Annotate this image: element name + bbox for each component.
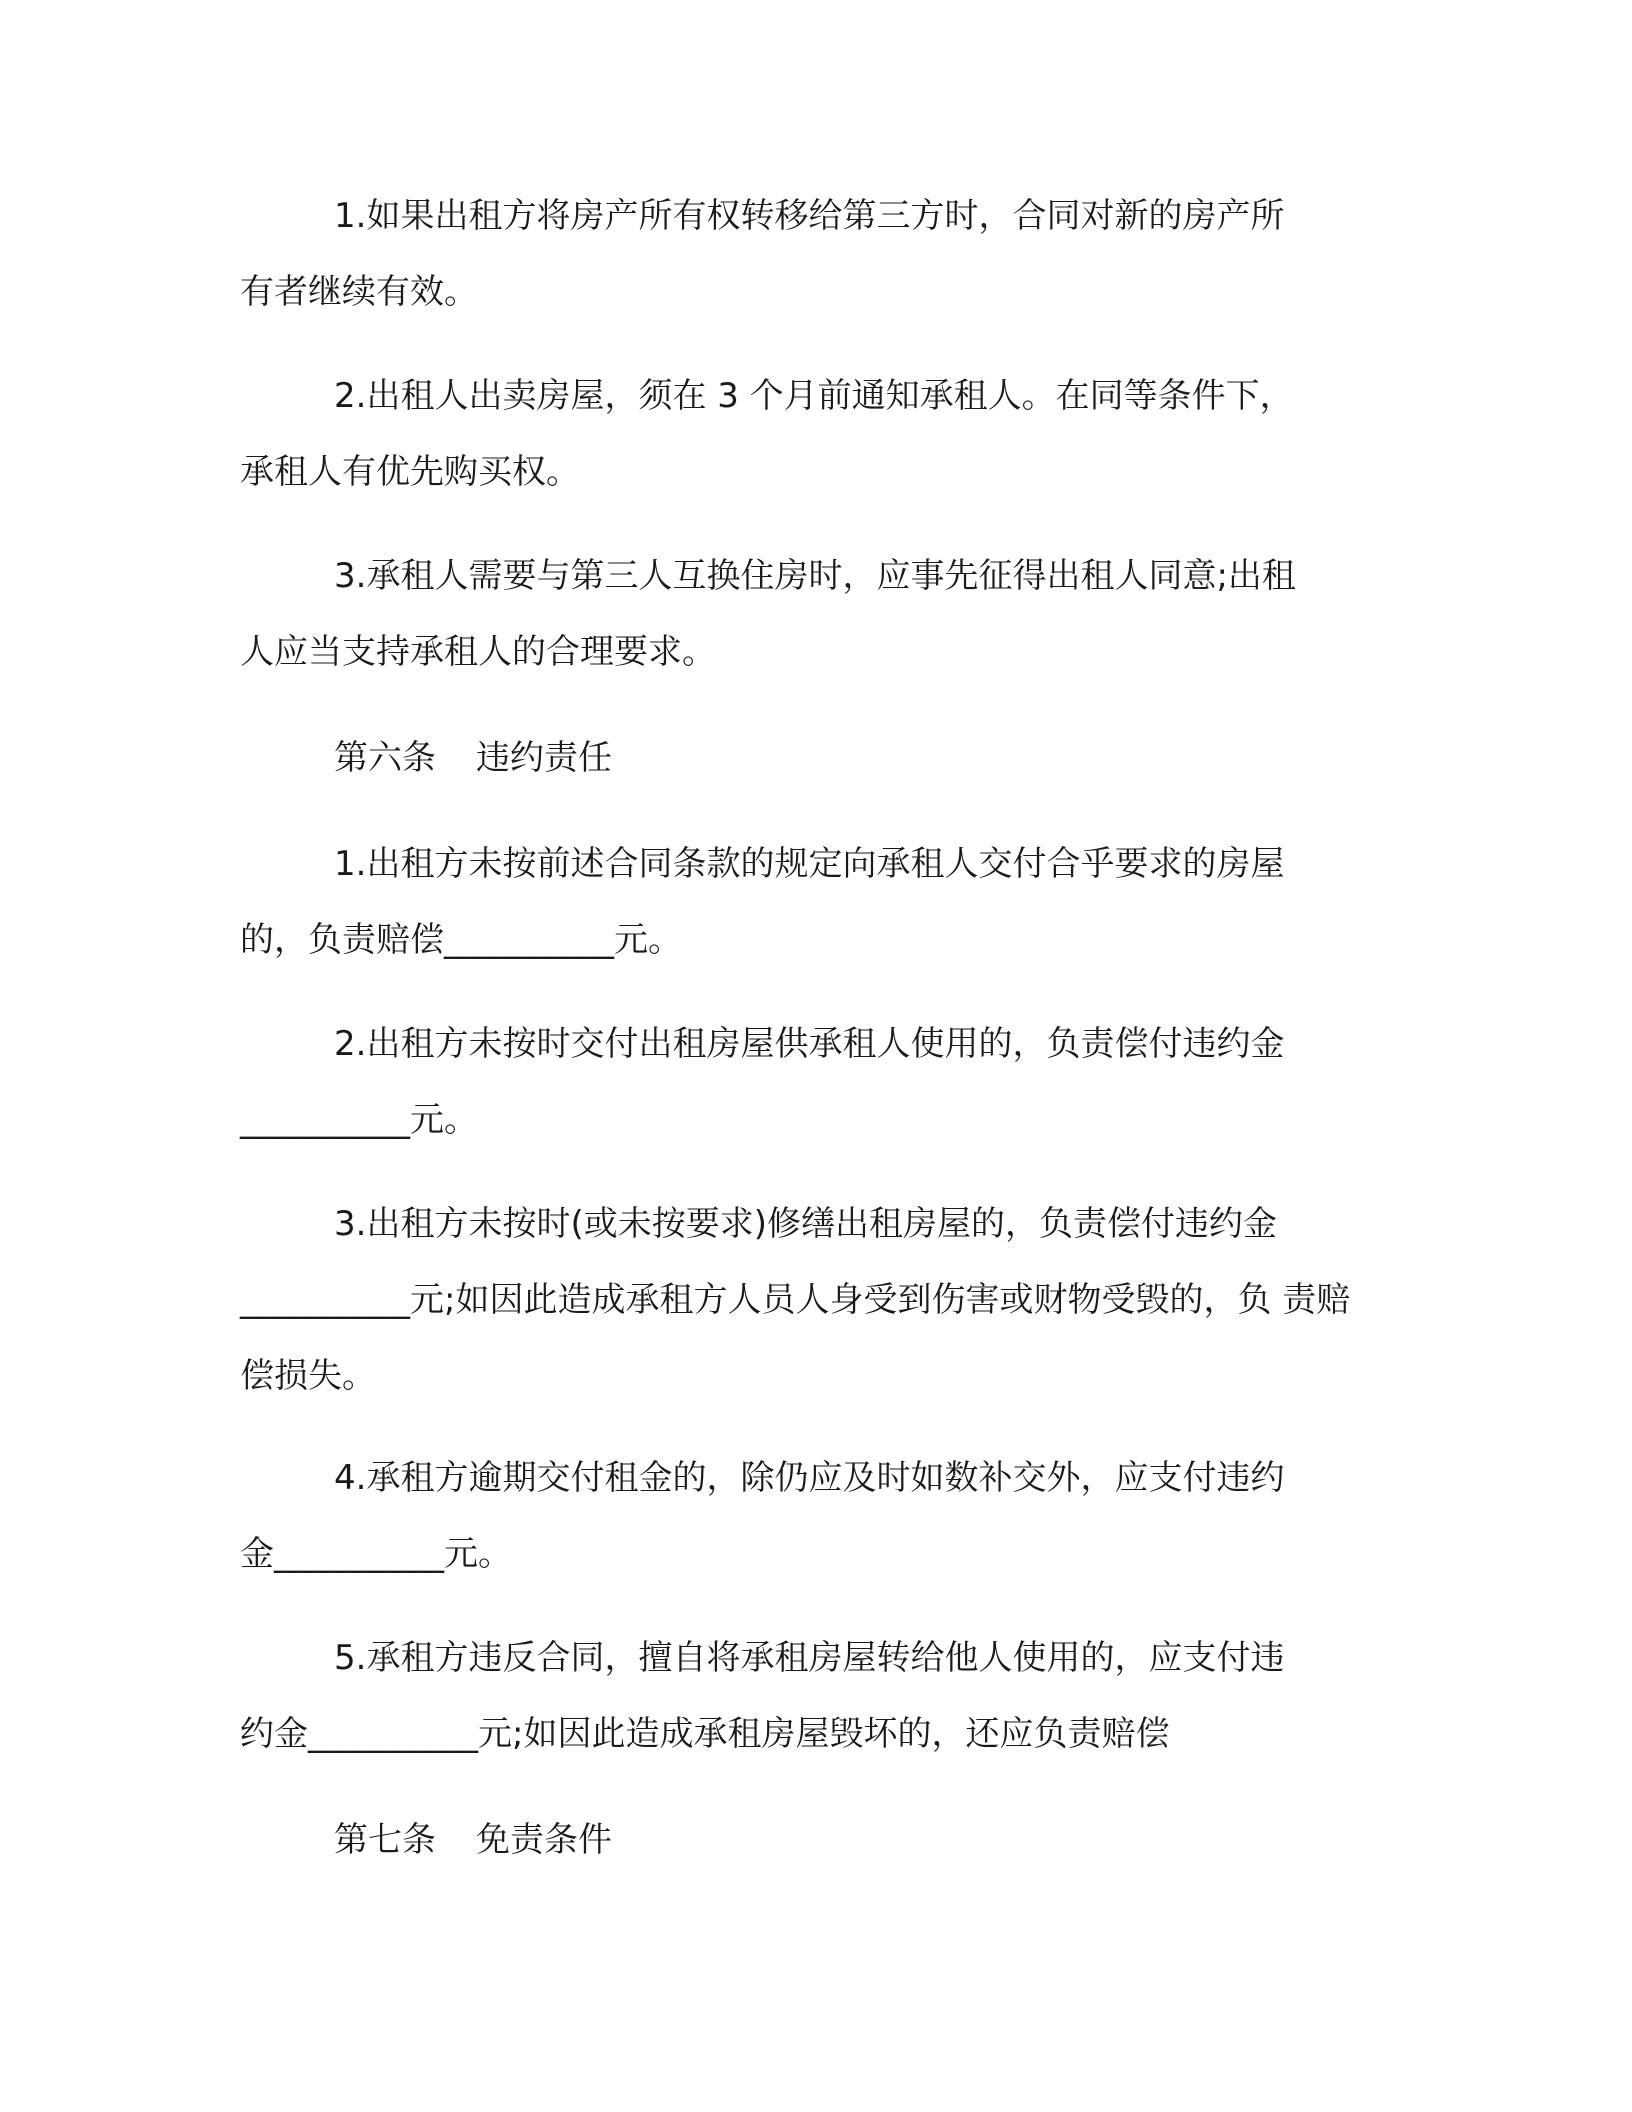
clause-item-5-1 [240, 178, 1380, 330]
clause-line: 3.承租人需要与第三人互换住房时，应事先征得出租人同意;出租 [334, 556, 1296, 596]
clause-line: 约金__________元;如因此造成承租房屋毁坏的，还应负责赔偿 [240, 1714, 1170, 1754]
clause-line: 1.如果出租方将房产所有权转移给第三方时，合同对新的房产所 [334, 196, 1285, 236]
clause-line: 人应当支持承租人的合理要求。 [240, 632, 716, 672]
clause-line: 5.承租方违反合同，擅自将承租房屋转给他人使用的，应支付违 [334, 1638, 1285, 1678]
article-number: 第七条 [334, 1820, 436, 1860]
clause-line: __________元;如因此造成承租方人员人身受到伤害或财物受毁的，负 [240, 1280, 1272, 1320]
clause-line: 的，负责赔偿__________元。 [240, 920, 682, 960]
clause-item-5-2 [240, 358, 1380, 510]
article-title: 违约责任 [476, 738, 612, 778]
clause-line: 1.出租方未按前述合同条款的规定向承租人交付合乎要求的房屋 [334, 844, 1285, 884]
clause-item-5-3 [240, 538, 1380, 690]
clause-item-6-2 [240, 1006, 1380, 1158]
clause-line: 2.出租人出卖房屋，须在 3 个月前通知承租人。在同等条件下， [334, 376, 1294, 416]
article-title: 免责条件 [476, 1820, 612, 1860]
clause-line: 有者继续有效。 [240, 272, 478, 312]
clause-line: 3.出租方未按时(或未按要求)修缮出租房屋的，负责偿付违约金 [334, 1204, 1277, 1244]
clause-item-6-4 [240, 1440, 1380, 1592]
clause-line: 责赔偿损失。 [240, 1280, 1351, 1396]
clause-line: 承租人有优先购买权。 [240, 452, 580, 492]
clause-item-6-3 [240, 1186, 1380, 1414]
clause-line: 4.承租方逾期交付租金的，除仍应及时如数补交外，应支付违约 [334, 1458, 1285, 1498]
clause-line: __________元。 [240, 1100, 478, 1140]
clause-item-6-1 [240, 826, 1380, 978]
clause-line: 2.出租方未按时交付出租房屋供承租人使用的，负责偿付违约金 [334, 1024, 1285, 1064]
article-7-heading [334, 1802, 612, 1878]
clause-item-6-5 [240, 1620, 1380, 1772]
article-6-heading [334, 720, 612, 796]
clause-line: 金__________元。 [240, 1534, 512, 1574]
article-number: 第六条 [334, 738, 436, 778]
